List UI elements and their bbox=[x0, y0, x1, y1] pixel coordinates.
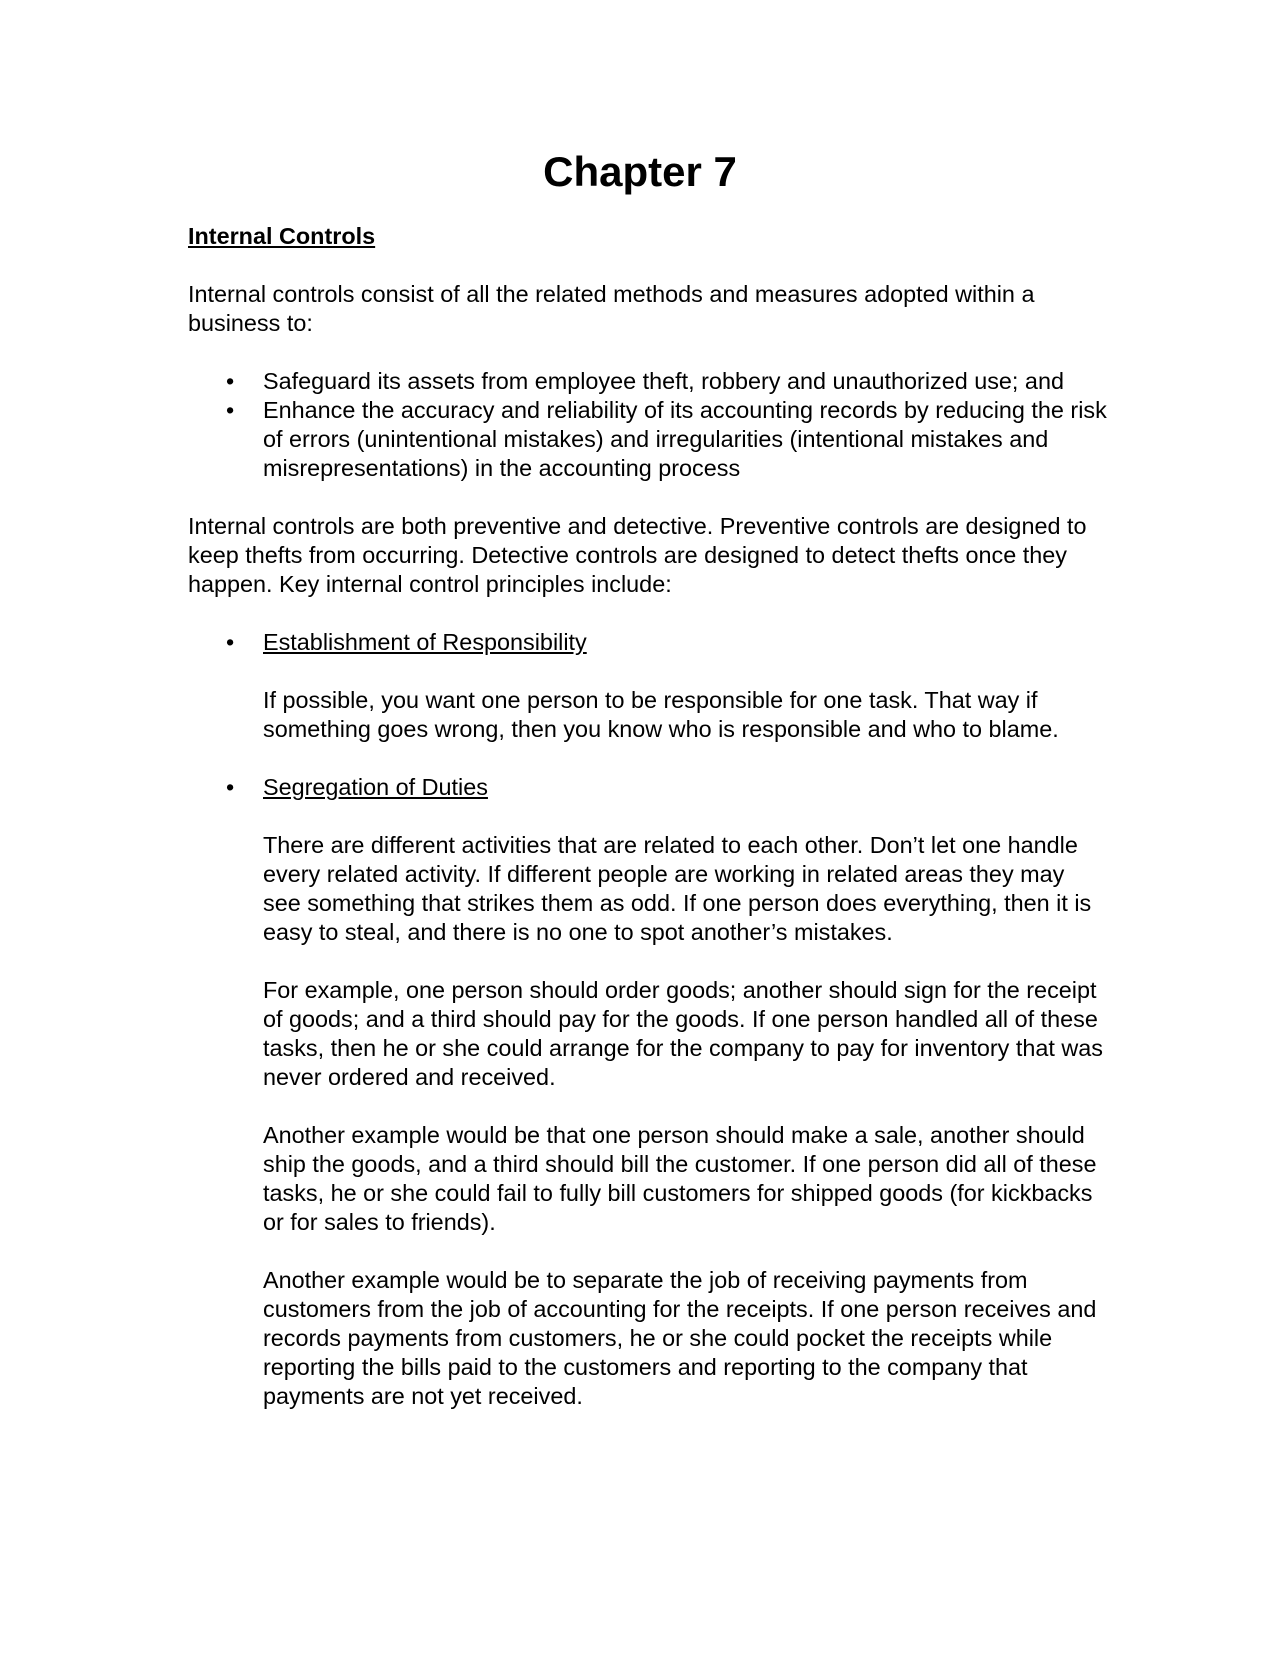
principle-paragraph: Another example would be to separate the job of receiving payments from customers from the job of accounting for the receipts. If one person receives and records payments from customers, he or she could pocket the receipts while reporting the bills paid to the customers and reporting to the company that payments are not yet received. bbox=[263, 1267, 1097, 1409]
section-heading: Internal Controls bbox=[188, 223, 376, 249]
principles-intro-paragraph: Internal controls are both preventive and detective. Preventive controls are designed to keep thefts from occurring. Detective controls are designed to detect thefts once they happen. Key internal control principles include: bbox=[188, 513, 1087, 597]
chapter-title: Chapter 7 bbox=[543, 148, 737, 195]
bullet-icon: • bbox=[226, 629, 235, 655]
list-item bbox=[188, 396, 1108, 483]
bullet-icon: • bbox=[226, 774, 235, 800]
intro-paragraph: Internal controls consist of all the related methods and measures adopted within a business to: bbox=[188, 281, 1035, 336]
document-body bbox=[188, 222, 1108, 1411]
principle-paragraph: There are different activities that are related to each other. Don’t let one handle every related activity. If different people are working in related areas they may see something that strikes them as odd. If one person does everything, then it is easy to steal, and there is no one to spot another’s mistakes. bbox=[263, 832, 1092, 945]
principle-segregation-of-duties bbox=[188, 773, 1108, 802]
principle-paragraph: For example, one person should order goods; another should sign for the receipt of goods; and a third should pay for the goods. If one person handled all of these tasks, then he or she could arrange for the company to pay for inventory that was never ordered and received. bbox=[263, 977, 1103, 1090]
list-item bbox=[188, 367, 1108, 396]
principles-list bbox=[188, 628, 1108, 657]
principle-paragraph: Another example would be that one person should make a sale, another should ship the goods, and a third should bill the customer. If one person did all of these tasks, he or she could fail to fully bill customers for shipped goods (for kickbacks or for sales to friends). bbox=[263, 1122, 1097, 1235]
bullet-icon: • bbox=[226, 368, 235, 394]
intro-bullet-list bbox=[188, 367, 1108, 483]
principle-establishment-of-responsibility bbox=[188, 628, 1108, 657]
principle-heading: Establishment of Responsibility bbox=[263, 629, 587, 655]
bullet-text: Enhance the accuracy and reliability of its accounting records by reducing the risk of errors (unintentional mistakes) and irregularities (intentional mistakes and misrepresentations) in the accounting process bbox=[263, 397, 1107, 481]
principle-paragraph: If possible, you want one person to be responsible for one task. That way if something goes wrong, then you know who is responsible and who to blame. bbox=[263, 687, 1059, 742]
bullet-icon: • bbox=[226, 397, 235, 423]
bullet-text: Safeguard its assets from employee theft, robbery and unauthorized use; and bbox=[263, 368, 1064, 394]
principle-heading: Segregation of Duties bbox=[263, 774, 488, 800]
principles-list-continued bbox=[188, 773, 1108, 802]
